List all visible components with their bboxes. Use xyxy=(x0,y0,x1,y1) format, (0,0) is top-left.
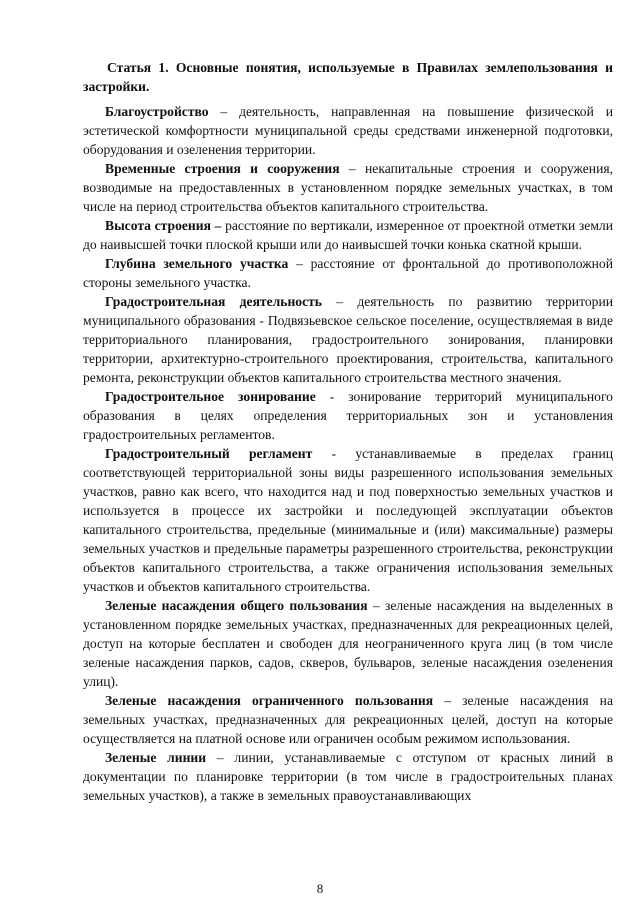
definition-term: Зеленые линии xyxy=(105,750,207,765)
definition-term: Зеленые насаждения общего пользования xyxy=(105,598,368,613)
definition-entry xyxy=(83,216,613,254)
definition-term: Временные строения и сооружения xyxy=(105,161,340,176)
definition-term: Высота строения – xyxy=(105,218,222,233)
definition-term: Зеленые насаждения ограниченного пользования xyxy=(105,693,434,708)
definition-entry xyxy=(83,102,613,159)
definition-entry xyxy=(83,748,613,805)
document-body xyxy=(83,58,613,805)
definition-text: – некапитальные строения и сооружения, возводимые на предоставленных в установленном порядке земельных участках, в том числе на период строительства объектов капитального строительства. xyxy=(83,161,614,214)
definition-text: – деятельность, направленная на повышение физической и эстетической комфортности муниципальной среды средствами инженерной подготовки, оборудования и озеленения территории. xyxy=(83,104,613,157)
definition-text: - зонирование территорий муниципального образования в целях определения территориальных зон и установления градостроительных регламентов. xyxy=(83,389,613,442)
definition-entry xyxy=(83,596,613,691)
definition-text: - устанавливаемые в пределах границ соответствующей территориальной зоны виды разрешенного использования земельных участков, равно как всего, что находится над и под поверхностью земельных участков и используется в процессе их застройки и последующей эксплуатации объектов капитального строительства, предельные (минимальные и (или) максимальные) размеры земельных участков и предельные параметры разрешенного строительства, реконструкции объектов капитального строительства, а также ограничения использования земельных участков и объектов капитального строительства. xyxy=(83,446,613,594)
page-number: 8 xyxy=(316,881,324,896)
definition-text: – деятельность по развитию территории муниципального образования - Подвязьевское сельское поселение, осуществляемая в виде территориального планирования, градостроительного зонирования, планировки территории, архитектурно-строительного проектирования, строительства, капитального ремонта, реконструкции объектов капитального строительства местного значения. xyxy=(83,294,613,385)
definition-text: – расстояние от фронтальной до противоположной стороны земельного участка. xyxy=(83,256,613,290)
definition-entry xyxy=(83,691,613,748)
definition-term: Благоустройство xyxy=(105,104,209,119)
definition-term: Градостроительная деятельность xyxy=(105,294,322,309)
definition-text: – линии, устанавливаемые с отступом от красных линий в документации по планировке территории (в том числе в градостроительных планах земельных участков), а также в земельных правоустанавливающих xyxy=(83,750,613,803)
definition-entry xyxy=(83,159,613,216)
article-heading: Статья 1. Основные понятия, используемые в Правилах землепользования и застройки. xyxy=(83,60,613,94)
definition-term: Градостроительное зонирование xyxy=(105,389,316,404)
definition-entry xyxy=(83,292,613,387)
definition-term: Градостроительный регламент xyxy=(105,446,313,461)
definition-text: – зеленые насаждения на выделенных в установленном порядке земельных участках, предназначенных для рекреационных целей, доступ на которые бесплатен и свободен для неограниченного круга лиц (в том числе зеленые насаждения парков, садов, скверов, бульваров, зеленые насаждения озеленения улиц). xyxy=(83,598,613,689)
definition-entry xyxy=(83,444,613,596)
definition-text: – зеленые насаждения на земельных участках, предназначенных для рекреационных целей, доступ на которые осуществляется на платной основе или ограничен особым режимом использования. xyxy=(83,693,613,746)
definition-entry xyxy=(83,387,613,444)
definition-term: Глубина земельного участка xyxy=(105,256,289,271)
definition-entry xyxy=(83,254,613,292)
definition-text: расстояние по вертикали, измеренное от проектной отметки земли до наивысшей точки плоской крыши или до наивысшей точки конька скатной крыши. xyxy=(83,218,613,252)
